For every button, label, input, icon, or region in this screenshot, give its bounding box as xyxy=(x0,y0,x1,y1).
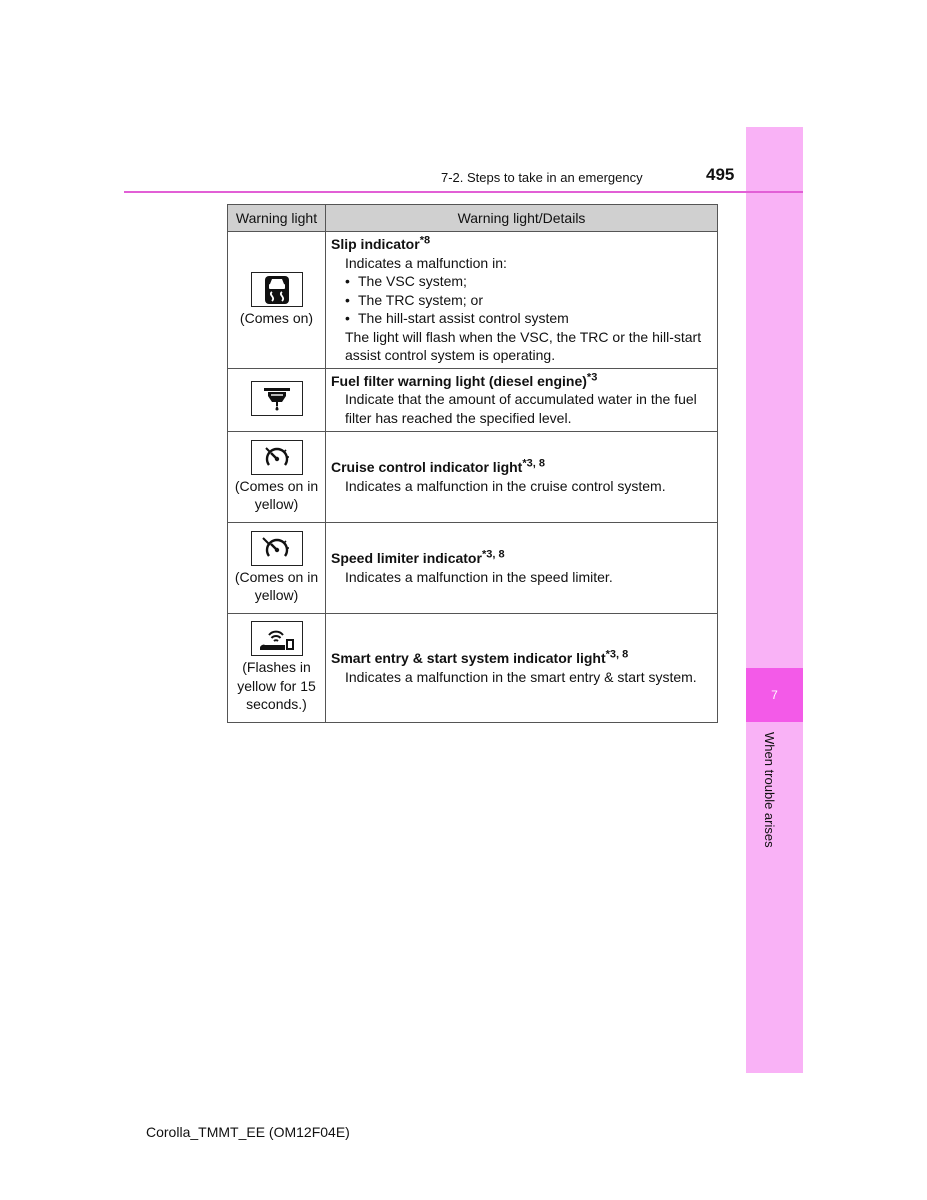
detail-cell xyxy=(326,431,718,522)
chapter-title: When trouble arises xyxy=(762,732,777,848)
icon-frame xyxy=(251,531,303,566)
column-header: Warning light xyxy=(228,205,326,232)
side-chapter-tab xyxy=(746,127,803,1073)
icon-caption: (Comes on in yellow) xyxy=(234,568,319,603)
item-title: Fuel filter warning light (diesel engine)$^{*3}$ xyxy=(331,371,598,389)
table-header-row xyxy=(228,205,718,232)
column-header: Warning light/Details xyxy=(326,205,718,232)
detail-text: Indicates a malfunction in the speed limiter. xyxy=(345,568,613,585)
icon-caption: (Comes on in yellow) xyxy=(234,477,319,512)
icon-cell xyxy=(228,613,326,722)
item-title: Slip indicator$^{*8}$ xyxy=(331,234,431,252)
item-title: Smart entry & start system indicator light$^{*3, 8}$ xyxy=(331,648,629,666)
icon-frame xyxy=(251,381,303,416)
icon-frame xyxy=(251,621,303,656)
cruise-control-icon xyxy=(262,444,292,470)
footer-text: Corolla_TMMT_EE (OM12F04E) xyxy=(146,1124,350,1140)
detail-cell xyxy=(326,522,718,613)
item-title: Cruise control indicator light$^{*3, 8}$ xyxy=(331,457,545,475)
detail-text: The light will flash when the VSC, the TRC or the hill-start assist control system is operating. xyxy=(345,328,702,363)
section-title: 7-2. Steps to take in an emergency xyxy=(441,170,643,185)
icon-cell xyxy=(228,368,326,431)
icon-cell xyxy=(228,522,326,613)
smart-entry-icon xyxy=(257,626,297,652)
icon-frame xyxy=(251,440,303,475)
item-title: Speed limiter indicator$^{*3, 8}$ xyxy=(331,548,505,566)
detail-cell xyxy=(326,232,718,369)
detail-cell xyxy=(326,613,718,722)
speed-limiter-icon xyxy=(261,535,293,561)
page-number: 495 xyxy=(706,165,735,184)
icon-caption: (Comes on) xyxy=(239,310,314,326)
table-row xyxy=(228,522,718,613)
fuel-filter-icon xyxy=(262,386,292,412)
table-row xyxy=(228,431,718,522)
slip-indicator-icon xyxy=(264,275,290,305)
detail-cell xyxy=(326,368,718,431)
bullet-item: • The hill-start assist control system xyxy=(331,309,711,328)
detail-text: Indicate that the amount of accumulated water in the fuel filter has reached the specified level. xyxy=(345,391,697,426)
table-row xyxy=(228,232,718,369)
warning-light-table xyxy=(227,204,718,723)
icon-cell xyxy=(228,232,326,369)
icon-caption: (Flashes in yellow for 15 seconds.) xyxy=(237,659,316,713)
bullet-item: • The VSC system; xyxy=(331,272,711,291)
table-row xyxy=(228,613,718,722)
table-row xyxy=(228,368,718,431)
detail-text: Indicates a malfunction in the smart entry & start system. xyxy=(345,668,697,685)
icon-cell xyxy=(228,431,326,522)
detail-text: Indicates a malfunction in the cruise control system. xyxy=(345,477,666,494)
detail-text: Indicates a malfunction in: xyxy=(345,254,507,271)
bullet-item: • The TRC system; or xyxy=(331,291,711,310)
header-rule xyxy=(124,191,803,193)
icon-frame xyxy=(251,272,303,307)
chapter-number-tab[interactable]: 7 xyxy=(746,668,803,722)
